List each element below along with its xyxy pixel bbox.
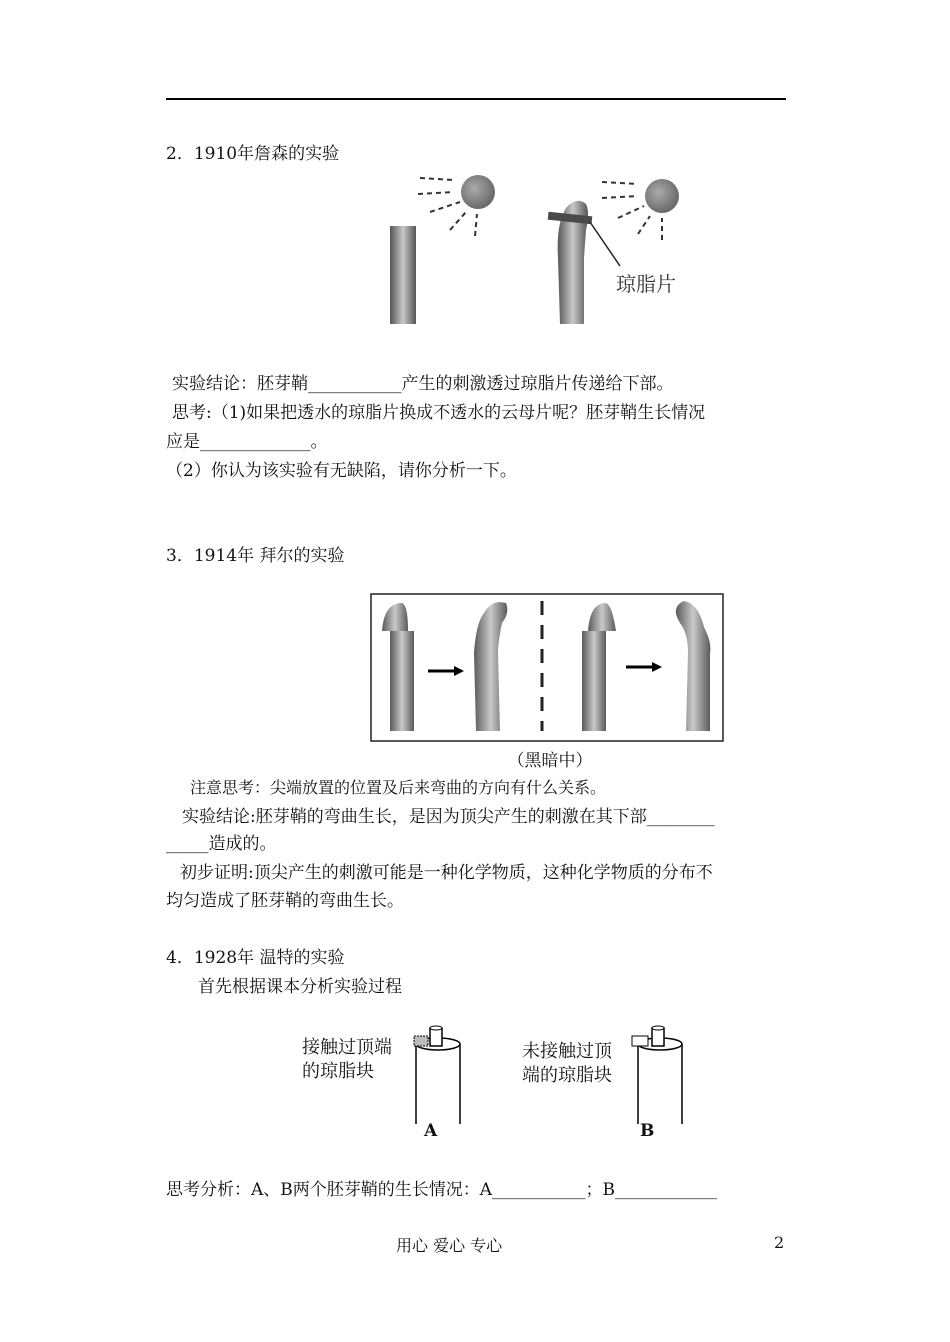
bent-coleoptile-2 bbox=[676, 601, 711, 731]
paal-experiment-figure bbox=[370, 593, 724, 743]
light-source-icon bbox=[418, 175, 495, 236]
s2-conclusion: 实验结论：胚芽鞘___________产生的刺激透过琼脂片传递给下部。 bbox=[172, 374, 674, 394]
s3-proof-1: 初步证明:顶尖产生的刺激可能是一种化学物质，这种化学物质的分布不 bbox=[180, 863, 713, 883]
s4-intro: 首先根据课本分析实验过程 bbox=[198, 977, 402, 997]
section-2-heading: 2．1910年詹森的实验 bbox=[166, 144, 340, 164]
coleoptile-tip-left bbox=[382, 603, 414, 731]
jensen-experiment-figure bbox=[380, 168, 710, 330]
figure-frame bbox=[371, 594, 723, 741]
s3-conclusion-2: _____造成的。 bbox=[166, 834, 277, 854]
s3-conclusion-1: 实验结论:胚芽鞘的弯曲生长，是因为顶尖产生的刺激在其下部________ bbox=[182, 807, 715, 827]
coleoptile-tip-right bbox=[582, 603, 616, 731]
s2-think-1b: 应是_____________。 bbox=[166, 432, 328, 452]
agar-block-b bbox=[632, 1036, 648, 1046]
header-rule bbox=[166, 98, 786, 100]
coleoptile-a bbox=[414, 1026, 460, 1124]
arrow-icon-2 bbox=[626, 662, 662, 672]
section-4-heading: 4．1928年 温特的实验 bbox=[166, 948, 345, 968]
coleoptile-with-agar bbox=[548, 201, 593, 324]
agar-sheet-label: 琼脂片 bbox=[616, 272, 676, 296]
arrow-icon bbox=[428, 666, 464, 676]
s3-note: 注意思考：尖端放置的位置及后来弯曲的方向有什么关系。 bbox=[190, 778, 607, 797]
light-source-icon-2 bbox=[602, 179, 679, 240]
tag-b: B bbox=[640, 1121, 655, 1141]
bent-coleoptile-1 bbox=[474, 602, 507, 731]
s2-think-2: （2）你认为该实验有无缺陷，请你分析一下。 bbox=[166, 461, 517, 481]
coleoptile-b bbox=[632, 1026, 682, 1124]
decapitated-coleoptile bbox=[390, 226, 416, 324]
section-3-heading: 3．1914年 拜尔的实验 bbox=[166, 546, 345, 566]
dark-caption: （黑暗中） bbox=[507, 751, 593, 771]
s2-think-1: 思考:（1)如果把透水的琼脂片换成不透水的云母片呢？胚芽鞘生长情况 bbox=[172, 403, 706, 423]
footer-motto: 用心 爱心 专心 bbox=[396, 1236, 503, 1255]
label-b: 未接触过顶 端的琼脂块 bbox=[522, 1041, 612, 1086]
agar-block-a bbox=[414, 1036, 428, 1046]
tag-a: A bbox=[424, 1121, 438, 1141]
pointer-line bbox=[590, 222, 620, 266]
s3-proof-2: 均匀造成了胚芽鞘的弯曲生长。 bbox=[166, 891, 404, 911]
page-number: 2 bbox=[774, 1233, 785, 1252]
s4-analysis: 思考分析：A、B两个胚芽鞘的生长情况：A___________；B____________ bbox=[166, 1180, 718, 1200]
label-a: 接触过顶端 的琼脂块 bbox=[302, 1037, 392, 1082]
